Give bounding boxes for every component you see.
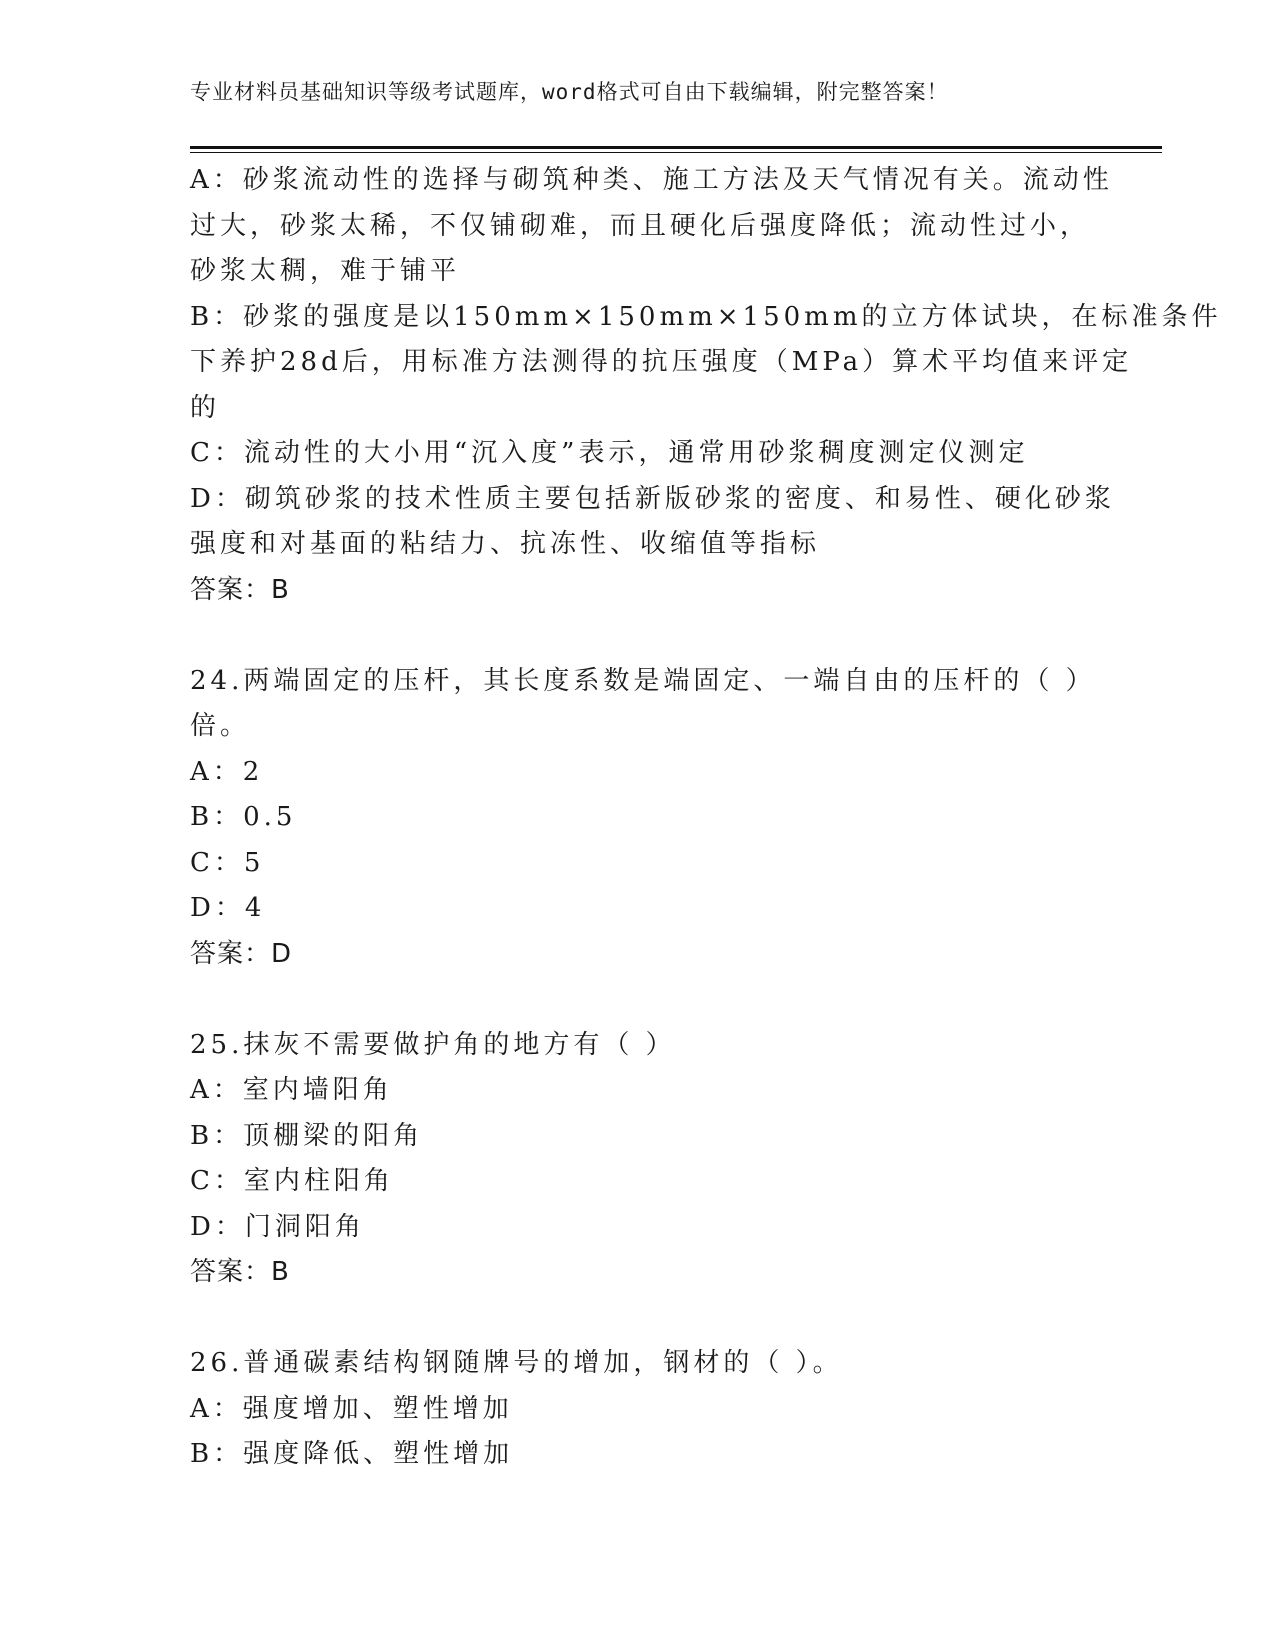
question-content	[190, 158, 1222, 1478]
option-d: D：4	[190, 893, 266, 923]
option-b: B：强度降低、塑性增加	[190, 1439, 514, 1469]
option-a: A：2	[190, 756, 264, 787]
option-a: A：强度增加、塑性增加	[190, 1393, 513, 1424]
question-25	[190, 1023, 1090, 1296]
header-rule-thick	[190, 146, 1162, 149]
option-a: A：室内墙阳角	[190, 1075, 393, 1105]
answer-line: 答案：B	[190, 574, 290, 605]
header-rule-thin	[190, 152, 1162, 153]
option-line: 过大，砂浆太稀，不仅铺砌难，而且硬化后强度降低；流动性过小，	[190, 210, 1091, 241]
option-line: 的	[190, 392, 221, 423]
option-line: D：砌筑砂浆的技术性质主要包括新版砂浆的密度、和易性、硬化砂浆	[190, 483, 1115, 514]
option-c: C：5	[190, 847, 265, 878]
option-b: B：顶棚梁的阳角	[190, 1120, 424, 1151]
spacer	[190, 613, 1090, 659]
spacer	[190, 977, 1090, 1023]
option-a	[190, 158, 1113, 295]
question-24	[190, 659, 1096, 978]
page-header: 专业材料员基础知识等级考试题库，word格式可自由下载编辑，附完整答案！	[190, 80, 949, 104]
option-c: C：流动性的大小用“沉入度”表示，通常用砂浆稠度测定仪测定	[190, 438, 1029, 468]
question-26	[190, 1341, 1090, 1478]
spacer	[190, 1296, 1090, 1342]
option-line: B：砂浆的强度是以150mm×150mm×150mm的立方体试块，在标准条件	[190, 301, 1222, 332]
option-line: 强度和对基面的粘结力、抗冻性、收缩值等指标	[190, 529, 821, 559]
option-line: 砂浆太稠，难于铺平	[190, 256, 461, 286]
option-line: A：砂浆流动性的选择与砌筑种类、施工方法及天气情况有关。流动性	[190, 165, 1113, 195]
option-d: D：门洞阳角	[190, 1211, 365, 1242]
question-stem: 25.抹灰不需要做护角的地方有（ ）	[190, 1029, 676, 1060]
answer-line: 答案：B	[190, 1257, 290, 1287]
option-b	[190, 295, 1222, 432]
question-stem: 24.两端固定的压杆，其长度系数是端固定、一端自由的压杆的（ ）	[190, 665, 1096, 696]
question-stem: 26.普通碳素结构钢随牌号的增加，钢材的（ ）。	[190, 1348, 843, 1378]
question-stem: 倍。	[190, 711, 251, 741]
option-b: B：0.5	[190, 802, 297, 832]
option-line: 下养护28d后，用标准方法测得的抗压强度（MPa）算术平均值来评定	[190, 347, 1133, 377]
answer-line: 答案：D	[190, 938, 293, 969]
option-c: C：室内柱阳角	[190, 1166, 394, 1196]
option-d	[190, 477, 1115, 568]
